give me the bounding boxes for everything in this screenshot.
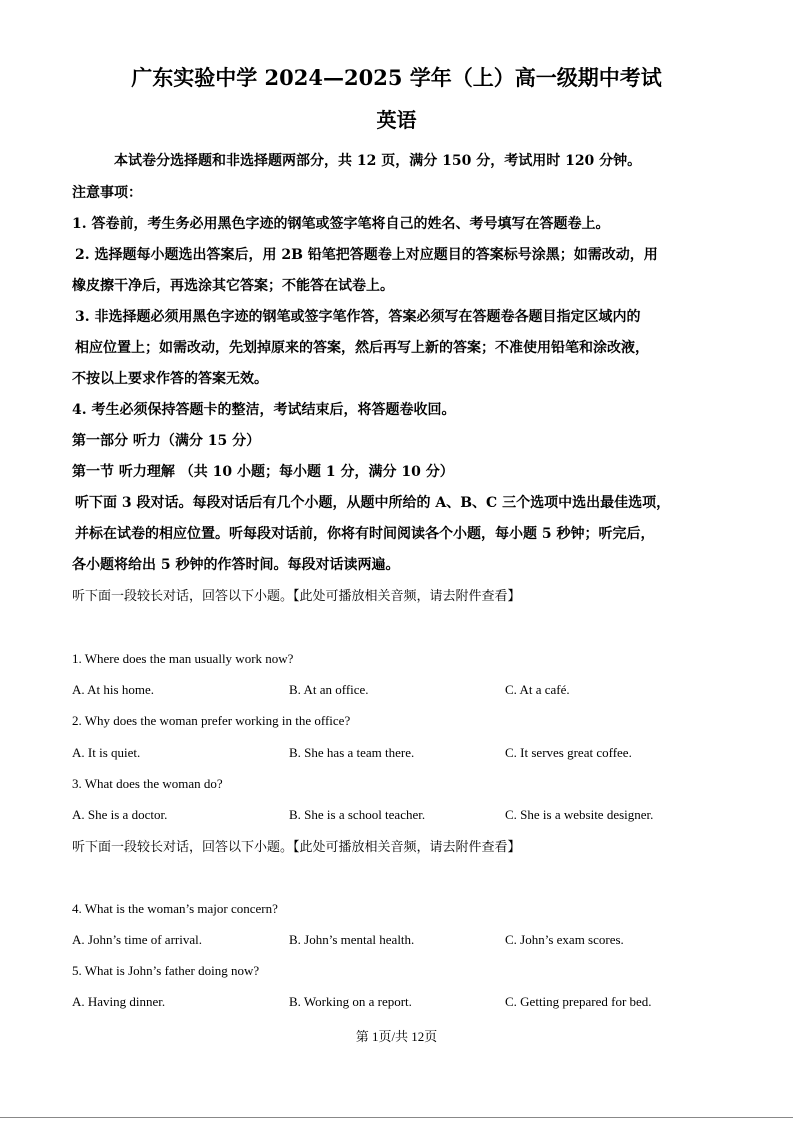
option-a: A. It is quiet. [72,745,141,760]
option-a: A. She is a doctor. [72,807,168,822]
audio-note: 听下面一段较长对话，回答以下小题。【此处可播放相关音频，请去附件查看】 [72,840,521,855]
option-b: B. She has a team there. [289,745,415,760]
audio-note: 听下面一段较长对话，回答以下小题。【此处可播放相关音频，请去附件查看】 [72,589,521,604]
part-heading: 第一部分 听力（满分 15 分） [72,433,261,449]
page-bottom-divider [0,1117,793,1118]
subject-title: 英语 [376,108,417,132]
option-b: B. John’s mental health. [289,932,415,947]
section-heading: 第一节 听力理解 （共 10 小题；每小题 1 分，满分 10 分） [72,464,454,480]
exam-intro: 本试卷分选择题和非选择题两部分，共 12 页，满分 150 分，考试用时 120 分钟。 [114,153,642,169]
option-c: C. She is a website designer. [505,807,654,822]
option-c: C. At a café. [505,682,570,697]
option-b: B. She is a school teacher. [289,807,426,822]
question-stem: 5. What is John’s father doing now? [72,963,260,978]
note-line: 不按以上要求作答的答案无效。 [72,371,268,387]
question-stem: 4. What is the woman’s major concern? [72,901,278,916]
exam-title: 广东实验中学 2024—2025 学年（上）高一级期中考试 [131,65,662,90]
note-line: 3. 非选择题必须用黑色字迹的钢笔或签字笔作答，答案必须写在答题卷各题目指定区域内的 [75,309,641,325]
option-a: A. John’s time of arrival. [72,932,202,947]
note-line: 相应位置上；如需改动，先划掉原来的答案，然后再写上新的答案；不准使用铅笔和涂改液， [75,340,649,356]
note-line: 橡皮擦干净后，再选涂其它答案；不能答在试卷上。 [72,278,394,294]
notes-heading: 注意事项： [72,185,142,201]
option-c: C. It serves great coffee. [505,745,632,760]
option-c: C. John’s exam scores. [505,932,624,947]
instruction-line: 各小题将给出 5 秒钟的作答时间。每段对话读两遍。 [72,557,400,573]
option-c: C. Getting prepared for bed. [505,994,652,1009]
option-b: B. At an office. [289,682,369,697]
question-stem: 2. Why does the woman prefer working in the office? [72,713,351,728]
note-line: 4. 考生必须保持答题卡的整洁，考试结束后，将答题卷收回。 [72,402,456,418]
page-number: 第 1页/共 12页 [355,1029,438,1044]
option-a: A. At his home. [72,682,154,697]
question-stem: 3. What does the woman do? [72,776,223,791]
note-line: 2. 选择题每小题选出答案后，用 2B 铅笔把答题卷上对应题目的答案标号涂黑；如需改动，用 [75,247,658,263]
instruction-line: 并标在试卷的相应位置。听每段对话前，你将有时间阅读各个小题，每小题 5 秒钟；听完后， [75,526,655,542]
option-a: A. Having dinner. [72,994,166,1009]
option-b: B. Working on a report. [289,994,412,1009]
note-line: 1. 答卷前，考生务必用黑色字迹的钢笔或签字笔将自己的姓名、考号填写在答题卷上。 [72,216,610,232]
question-stem: 1. Where does the man usually work now? [72,651,294,666]
instruction-line: 听下面 3 段对话。每段对话后有几个小题，从题中所给的 A、B、C 三个选项中选出最佳选项， [75,495,671,511]
